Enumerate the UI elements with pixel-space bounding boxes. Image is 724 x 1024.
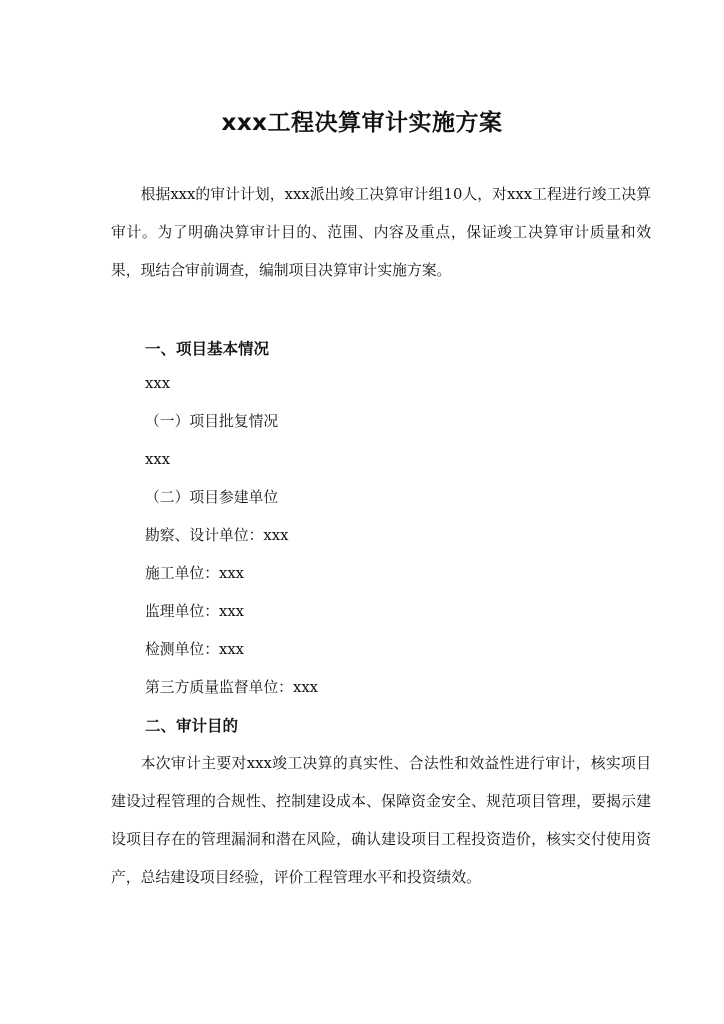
unit-construction: 施工单位：xxx [145,565,245,582]
unit-testing: 检测单位：xxx [145,641,245,658]
section1-text: xxx [145,375,171,392]
section2-paragraph: 本次审计主要对xxx竣工决算的真实性、合法性和效益性进行审计，核实项目建设过程管理的合规性、控制建设成本、保障资金安全、规范项目管理，要揭示建设项目存在的管理漏洞和潜在风险，确认建设项目工程投资造价，核实交付使用资产，总结建设项目经验，评价工程管理水平和投资绩效。 [111,755,651,886]
sub1-text: xxx [145,451,171,468]
sub2-heading: （二）项目参建单位 [145,489,279,506]
section1-heading: 一、项目基本情况 [145,340,270,358]
unit-survey-design: 勘察、设计单位：xxx [145,527,289,544]
intro-paragraph: 根据xxx的审计计划，xxx派出竣工决算审计组10人，对xxx工程进行竣工决算审计。为了明确决算审计目的、范围、内容及重点，保证竣工决算审计质量和效果，现结合审前调查，编制项目决算审计实施方案。 [111,186,651,279]
unit-quality-supervision: 第三方质量监督单位：xxx [145,679,319,696]
sub1-heading: （一）项目批复情况 [145,413,279,430]
section2-heading: 二、审计目的 [145,717,239,735]
unit-supervision: 监理单位：xxx [145,603,245,620]
document-title: xxx工程决算审计实施方案 [221,110,503,136]
